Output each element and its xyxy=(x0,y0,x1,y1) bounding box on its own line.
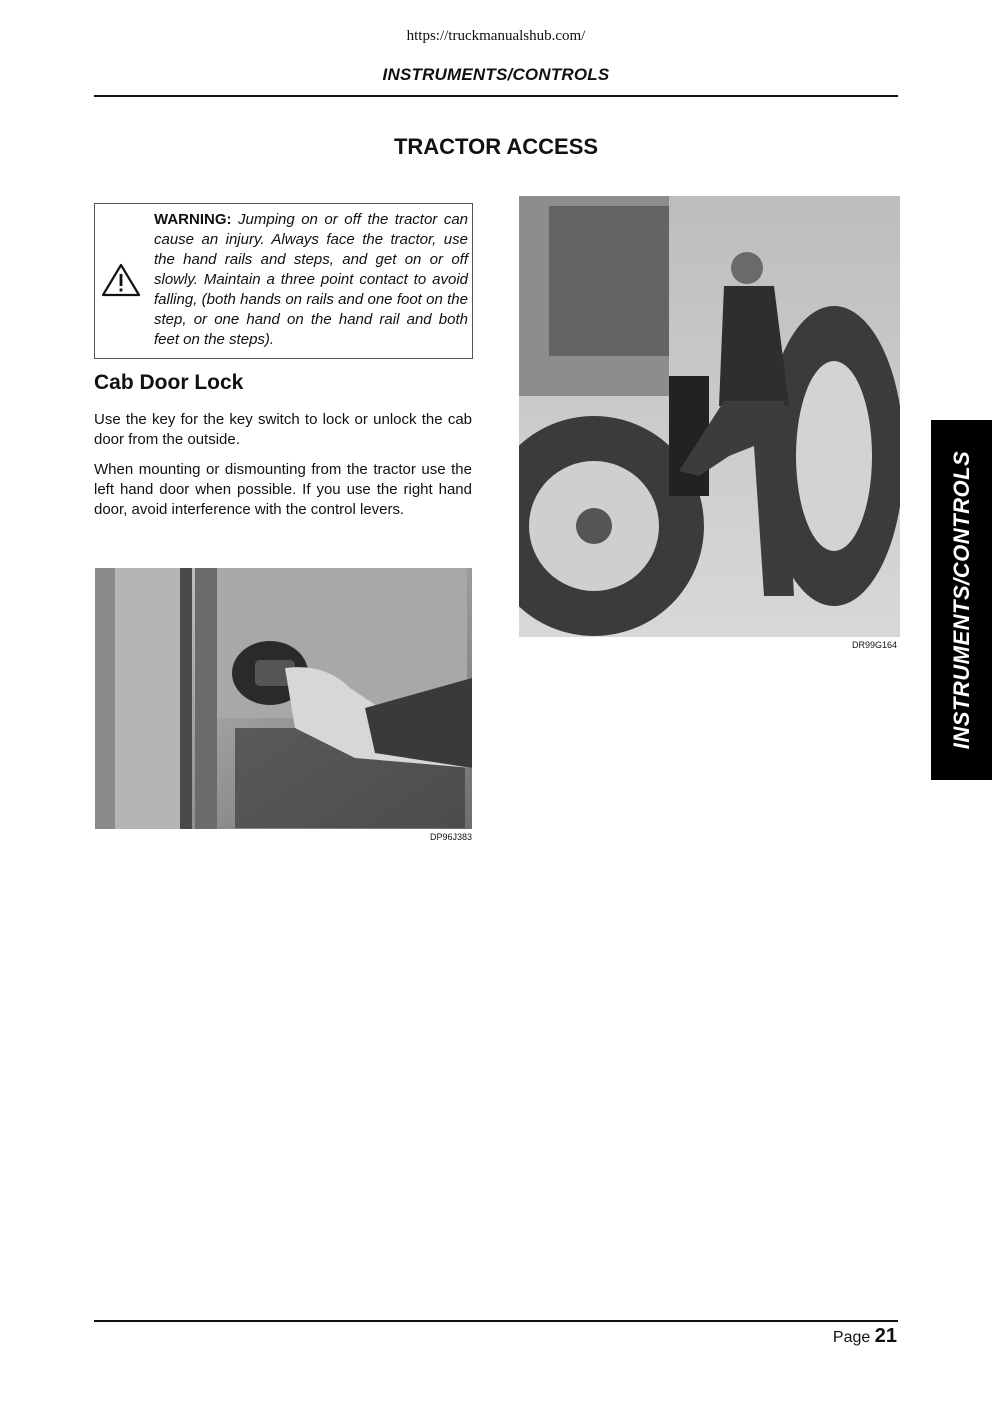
section-header: INSTRUMENTS/CONTROLS xyxy=(382,65,610,84)
page-label: Page xyxy=(832,1329,871,1346)
page-title: TRACTOR ACCESS xyxy=(393,134,599,159)
warning-label: WARNING: xyxy=(154,211,232,228)
cab-door-lock-heading: Cab Door Lock xyxy=(94,371,244,394)
source-url: https://truckmanualshub.com/ xyxy=(406,28,586,44)
header-rule xyxy=(94,95,898,97)
warning-text xyxy=(154,210,468,350)
warning-triangle-icon xyxy=(101,262,141,298)
figure-caption: DR99G164 xyxy=(851,640,897,650)
warning-box xyxy=(94,203,473,359)
paragraph-mounting: When mounting or dismounting from the tractor use the left hand door when possible. If you use the right hand door, avoid interference with the control levers. xyxy=(94,461,472,518)
figure-caption: DP96J383 xyxy=(429,832,472,842)
cab-door-lock-photo xyxy=(95,568,472,829)
side-tab-label: INSTRUMENTS/CONTROLS xyxy=(948,450,974,750)
footer-rule xyxy=(94,1320,898,1322)
page-number xyxy=(700,1325,897,1348)
section-side-tab xyxy=(931,420,992,780)
tractor-access-photo xyxy=(519,196,900,637)
warning-body: Jumping on or off the tractor can cause an injury. Always face the tractor, use the hand rails and steps, and get on or off slowly. Maintain a three point contact to avoid falling, (both hands on rails and one foot on the step, or one hand on the hand rail and both feet on the steps). xyxy=(154,211,468,348)
page-number-value: 21 xyxy=(874,1325,897,1347)
paragraph-key-switch: Use the key for the key switch to lock or unlock the cab door from the outside. xyxy=(94,411,472,448)
